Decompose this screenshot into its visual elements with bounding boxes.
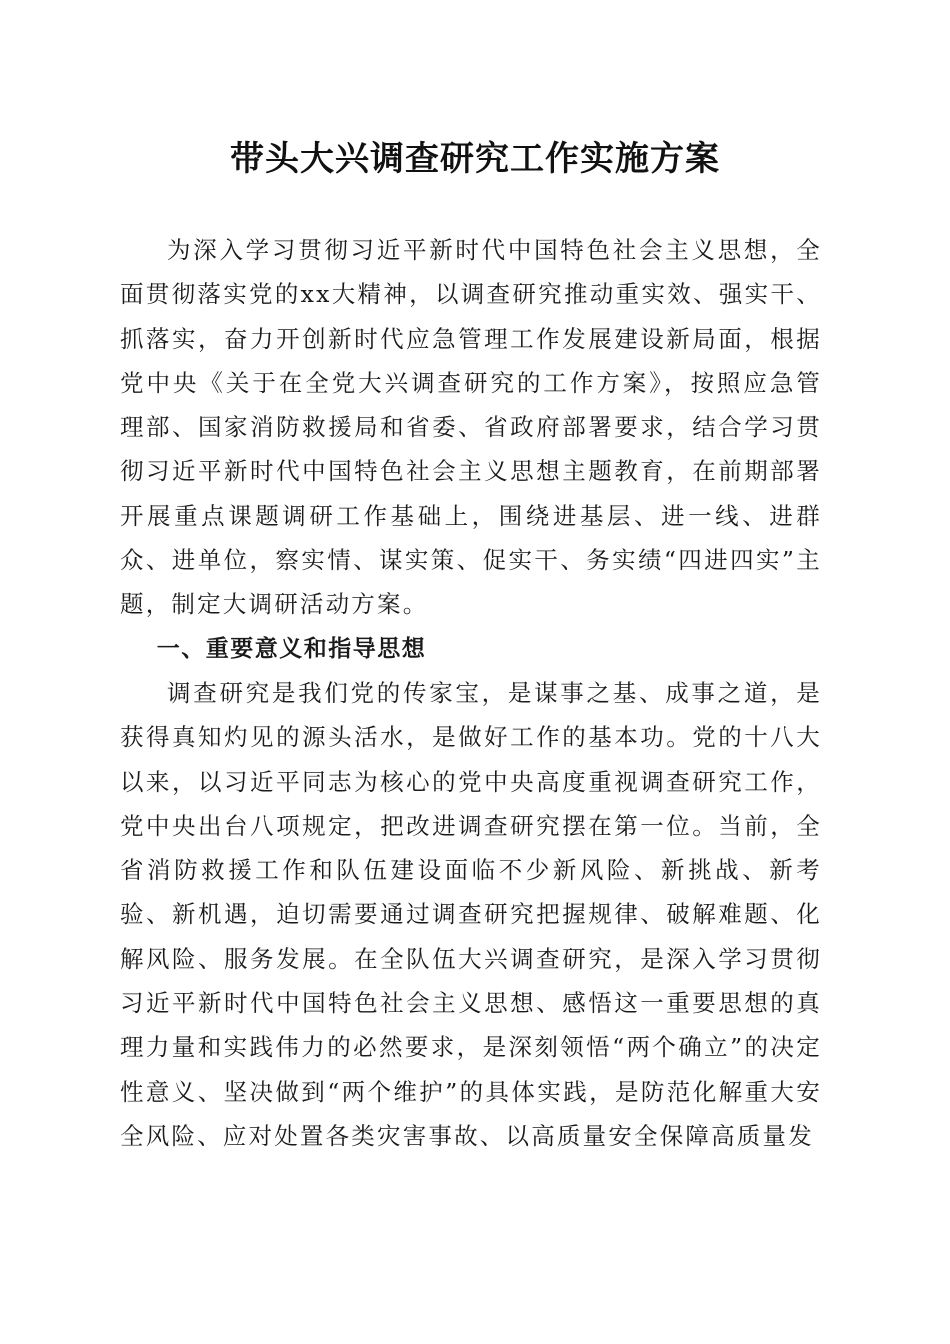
intro-paragraph: 为深入学习贯彻习近平新时代中国特色社会主义思想，全面贯彻落实党的xx大精神，以调查研究推动重实效、强实干、抓落实，奋力开创新时代应急管理工作发展建设新局面，根据党中央《关于在全党大兴调查研究的工作方案》，按照应急管理部、国家消防救援局和省委、省政府部署要求，结合学习贯彻习近平新时代中国特色社会主义思想主题教育，在前期部署开展重点课题调研工作基础上，围绕进基层、进一线、进群众、进单位，察实情、谋实策、促实干、务实绩“四进四实”主题，制定大调研活动方案。: [120, 236, 822, 619]
section-1-heading: 一、重要意义和指导思想: [156, 635, 427, 662]
section-1-paragraph: 调查研究是我们党的传家宝，是谋事之基、成事之道，是获得真知灼见的源头活水，是做好工作的基本功。党的十八大以来，以习近平同志为核心的党中央高度重视调查研究工作，党中央出台八项规定，把改进调查研究摆在第一位。当前，全省消防救援工作和队伍建设面临不少新风险、新挑战、新考验、新机遇，迫切需要通过调查研究把握规律、破解难题、化解风险、服务发展。在全队伍大兴调查研究，是深入学习贯彻习近平新时代中国特色社会主义思想、感悟这一重要思想的真理力量和实践伟力的必然要求，是深刻领悟“两个确立”的决定性意义、坚决做到“两个维护”的具体实践，是防范化解重大安全风险、应对处置各类灾害事故、以高质量安全保障高质量发: [120, 678, 822, 1150]
document-body: [120, 228, 822, 1158]
document-title: 带头大兴调查研究工作实施方案: [230, 139, 720, 179]
